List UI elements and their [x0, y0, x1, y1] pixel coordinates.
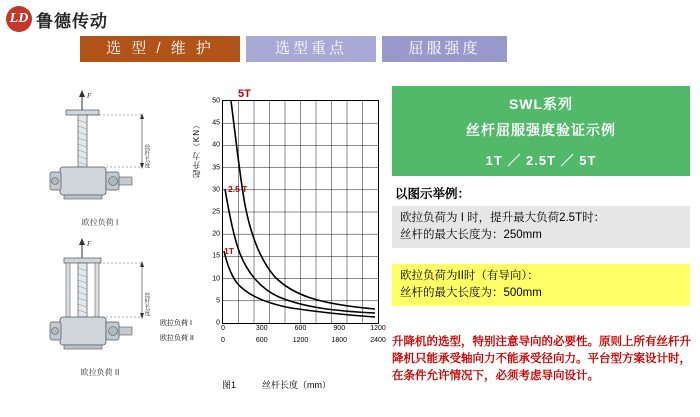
drawing-caption-1: 欧拉负荷 I: [81, 218, 119, 227]
svg-text:F: F: [87, 240, 92, 248]
x-tick-axis1: 900: [333, 325, 346, 332]
x-tick-axis2: 600: [255, 337, 268, 344]
y-tick: 0: [216, 319, 220, 327]
series-subtitle: 丝杆屈服强度验证示例: [466, 121, 616, 138]
dimension-label-1: 丝杆长度: [143, 144, 149, 168]
chart-x-axis-label: 丝杆长度（mm）: [262, 380, 331, 390]
x-tick-axis1: 1200: [370, 325, 386, 332]
tab-selection-maintenance[interactable]: 选 型 / 维 护: [80, 36, 240, 62]
series-capacities: 1T ／ 2.5T ／ 5T: [485, 152, 597, 168]
brand-name: 鲁德传动: [36, 11, 108, 31]
y-tick: 25: [212, 208, 220, 216]
tab-bar: [80, 36, 507, 62]
case2-line2: 丝杆的最大长度为：500mm: [400, 287, 542, 299]
series-title: SWL系列: [508, 95, 574, 112]
selection-note: 升降机的选型，特别注意导向的必要性。原则上所有丝杆升降机只能承受轴向力不能承受径向力。平台型方案设计时，在条件允许情况下，必须考虑导向设计。: [392, 336, 691, 382]
x-tick-axis2: 1800: [331, 337, 348, 344]
y-tick: 15: [212, 252, 220, 260]
drawing-euler-load-1: [30, 86, 170, 227]
x-tick-axis2: 1200: [292, 337, 309, 344]
chart-y-axis-label: 起升力（KN）: [192, 120, 201, 179]
example-case-1: [392, 206, 690, 248]
case1-line2: 丝杆的最大长度为：250mm: [400, 229, 542, 241]
x-tick-axis1: 600: [294, 325, 307, 332]
chart-svg: [223, 101, 378, 323]
chart-annotation-5t: 5T: [238, 88, 251, 100]
chart-plot-area: [212, 97, 386, 344]
dimension-label-2: 丝杆长度: [143, 292, 149, 316]
x-tick-axis1: 0: [221, 325, 225, 332]
x-tick-axis2: 0: [221, 337, 225, 344]
case1-line1: 欧拉负荷为 I 时，提升最大负荷2.5T时：: [400, 212, 606, 224]
y-tick: 40: [212, 141, 220, 149]
example-case-2: [392, 264, 690, 306]
logo-badge-icon: LD: [6, 6, 32, 32]
y-tick: 35: [212, 164, 220, 172]
y-tick: 20: [212, 230, 220, 238]
y-tick: 50: [212, 97, 220, 105]
jack-diagram-1-icon: [30, 86, 170, 216]
y-tick: 10: [212, 275, 220, 283]
y-tick: 5: [216, 297, 220, 305]
tab-yield-strength[interactable]: 屈服强度: [382, 36, 507, 62]
svg-text:F: F: [87, 92, 92, 100]
drawing-caption-2: 欧拉负荷 II: [80, 368, 120, 377]
brand-logo: [6, 6, 108, 32]
case2-line1: 欧拉负荷为II时（有导向）：: [400, 270, 539, 282]
example-title: 以图示举例：: [395, 187, 471, 201]
green-header-box: [392, 86, 690, 176]
jack-diagram-2-icon: [30, 236, 170, 366]
drawing-euler-load-2: [30, 236, 170, 377]
y-tick: 45: [212, 119, 220, 127]
tab-selection-key-points[interactable]: 选型重点: [246, 36, 376, 62]
figure-caption: 图1: [222, 380, 237, 390]
y-tick: 30: [212, 186, 220, 194]
chart-annotation-1t: 1T: [224, 246, 234, 256]
x-tick-axis1: 300: [255, 325, 268, 332]
curve-5t: [231, 101, 375, 309]
x-axis1-name: 欧拉负荷 I: [160, 320, 192, 327]
x-tick-axis2: 2400: [370, 337, 386, 344]
x-axis2-name: 欧拉负荷 II: [160, 335, 194, 342]
chart-annotation-2-5t: 2.5 T: [228, 184, 248, 194]
